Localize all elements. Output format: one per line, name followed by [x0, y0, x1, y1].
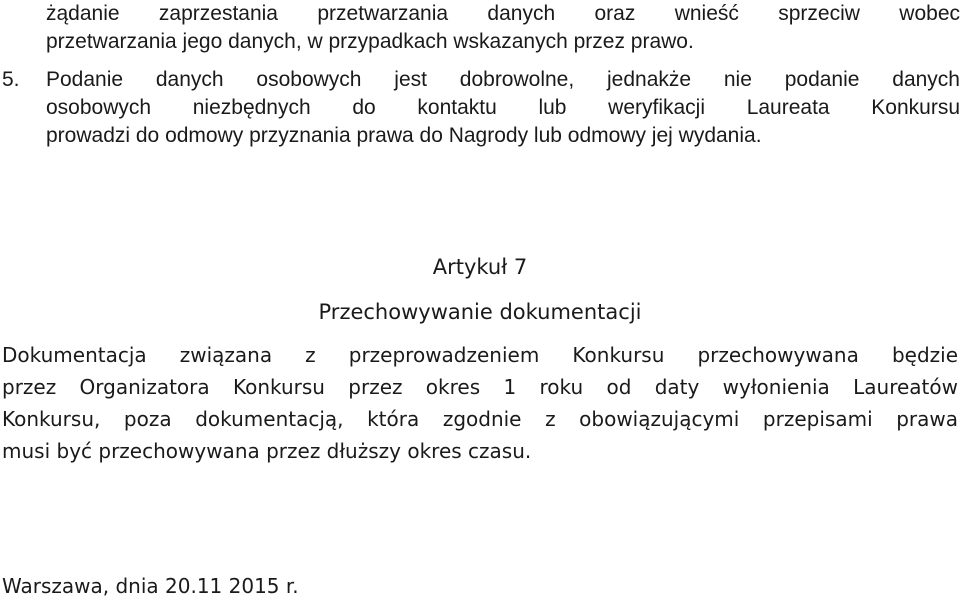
article-number: Artykuł 7 — [432, 255, 528, 279]
place-date: Warszawa, dnia 20.11 2015 r. — [2, 574, 299, 598]
article-line-4: musi być przechowywana przez dłuższy okres czasu. — [2, 439, 532, 463]
para4-line-1: żądanie zaprzestania przetwarzania danych oraz wnieść sprzeciw wobec — [46, 2, 960, 25]
para4-line-2: przetwarzania jego danych, w przypadkach wskazanych przez prawo. — [46, 30, 694, 53]
para5-number: 5. — [2, 68, 20, 91]
para5-line-2: osobowych niezbędnych do kontaktu lub weryfikacji Laureata Konkursu — [46, 96, 960, 119]
article-title: Przechowywanie dokumentacji — [318, 300, 642, 324]
article-line-1: Dokumentacja związana z przeprowadzeniem Konkursu przechowywana będzie — [2, 343, 958, 367]
para5-line-3: prowadzi do odmowy przyznania prawa do Nagrody lub odmowy jej wydania. — [46, 124, 762, 147]
para5-line-1: Podanie danych osobowych jest dobrowolne, jednakże nie podanie danych — [46, 68, 960, 91]
article-line-3: Konkursu, poza dokumentacją, która zgodnie z obowiązującymi przepisami prawa — [2, 407, 958, 431]
article-line-2: przez Organizatora Konkursu przez okres 1 roku od daty wyłonienia Laureatów — [2, 375, 958, 399]
